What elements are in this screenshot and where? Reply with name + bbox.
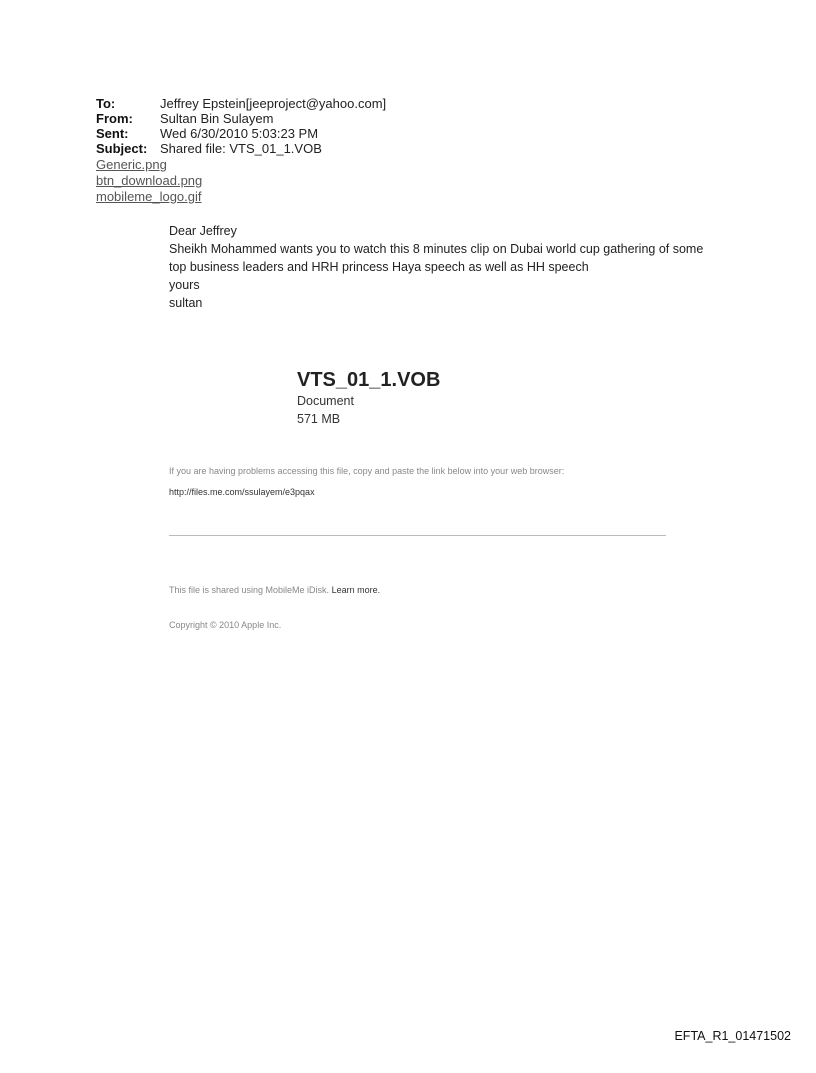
- file-name: VTS_01_1.VOB: [297, 369, 441, 391]
- file-size: 571 MB: [297, 412, 341, 426]
- shared-file-card: [297, 368, 440, 428]
- shared-note-text: This file is shared using MobileMe iDisk.: [169, 585, 332, 595]
- from-value: Sultan Bin Sulayem: [160, 111, 274, 126]
- attachment-list: [96, 157, 202, 205]
- file-type: Document: [297, 394, 354, 408]
- attachment-link-mobileme-logo[interactable]: mobileme_logo.gif: [96, 189, 202, 204]
- message-closing: yours: [169, 278, 200, 292]
- access-help-text: If you are having problems accessing this file, copy and paste the link below into your web browser:: [169, 466, 565, 476]
- message-line: top business leaders and HRH princess Haya speech as well as HH speech: [169, 260, 589, 274]
- share-link[interactable]: http://files.me.com/ssulayem/e3pqax: [169, 487, 315, 497]
- subject-row: [96, 141, 386, 156]
- email-header: [96, 96, 386, 156]
- bates-number: EFTA_R1_01471502: [674, 1029, 791, 1043]
- sent-value: Wed 6/30/2010 5:03:23 PM: [160, 126, 319, 141]
- to-value: Jeffrey Epstein[jeeproject@yahoo.com]: [160, 96, 387, 111]
- to-row: [96, 96, 386, 111]
- subject-value: Shared file: VTS_01_1.VOB: [160, 141, 322, 156]
- message-signature: sultan: [169, 296, 203, 310]
- copyright-text: Copyright © 2010 Apple Inc.: [169, 620, 282, 630]
- attachment-link-generic[interactable]: Generic.png: [96, 157, 167, 172]
- attachment-link-btn-download[interactable]: btn_download.png: [96, 173, 203, 188]
- message-body: [169, 222, 703, 312]
- shared-note: [169, 585, 380, 595]
- message-greeting: Dear Jeffrey: [169, 224, 237, 238]
- learn-more-link[interactable]: Learn more.: [331, 585, 381, 595]
- to-label: To:: [96, 96, 116, 111]
- from-row: [96, 111, 386, 126]
- subject-label: Subject:: [96, 141, 148, 156]
- message-line: Sheikh Mohammed wants you to watch this 8 minutes clip on Dubai world cup gathering of some: [169, 242, 704, 256]
- divider: [169, 535, 666, 536]
- sent-label: Sent:: [96, 126, 129, 141]
- sent-row: [96, 126, 386, 141]
- from-label: From:: [96, 111, 133, 126]
